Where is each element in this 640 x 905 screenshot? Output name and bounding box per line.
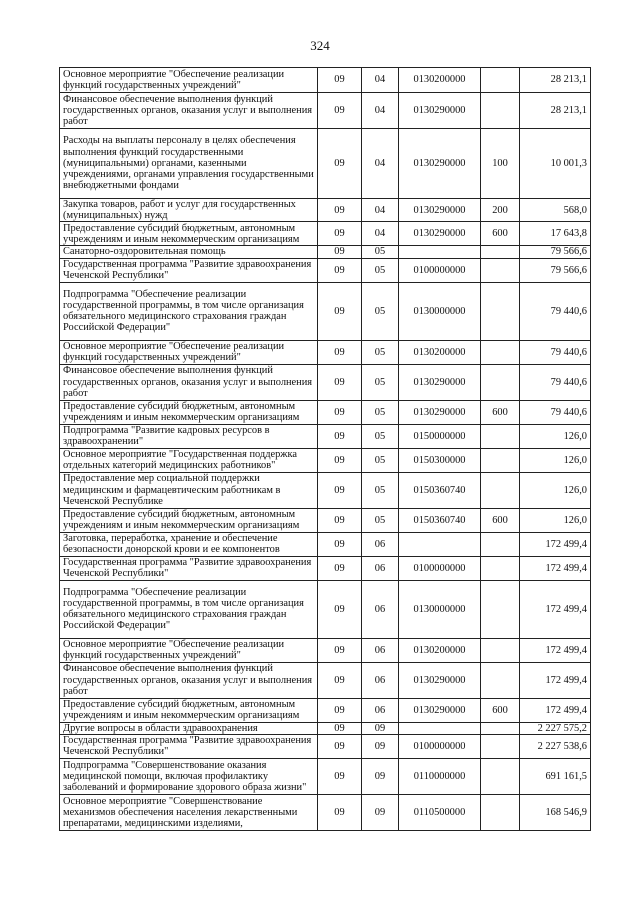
item-name: Основное мероприятие "Обеспечение реализации функций государственных учреждений" [60,340,318,364]
target-article-code: 0150360740 [399,472,481,508]
table-row [60,424,591,448]
subsection-code: 05 [362,364,399,400]
page-number: 324 [310,38,330,53]
target-article-code: 0130290000 [399,93,481,129]
item-name: Государственная программа "Развитие здравоохранения Чеченской Республики" [60,734,318,758]
target-article-code: 0130290000 [399,222,481,246]
amount-value: 568,0 [520,199,591,222]
subsection-code: 05 [362,340,399,364]
table-row [60,580,591,638]
subsection-code: 05 [362,400,399,424]
table-row [60,282,591,340]
table-row [60,68,591,93]
subsection-code: 05 [362,472,399,508]
table-row [60,556,591,580]
table-row [60,129,591,199]
section-code: 09 [318,93,362,129]
target-article-code: 0130290000 [399,129,481,199]
item-name: Подпрограмма "Обеспечение реализации государственной программы, в том числе организация обязательного медицинского страхования граждан Российской Федерации" [60,282,318,340]
amount-value: 172 499,4 [520,580,591,638]
table-row [60,448,591,472]
section-code: 09 [318,508,362,532]
expense-type-code [481,258,520,282]
section-code: 09 [318,580,362,638]
target-article-code [399,722,481,734]
amount-value: 79 440,6 [520,364,591,400]
expense-type-code [481,364,520,400]
target-article-code: 0130000000 [399,282,481,340]
amount-value: 172 499,4 [520,698,591,722]
table-row [60,199,591,222]
item-name: Основное мероприятие "Совершенствование механизмов обеспечения населения лекарственными препаратами, медицинскими изделиями, [60,794,318,830]
expense-type-code [481,340,520,364]
item-name: Другие вопросы в области здравоохранения [60,722,318,734]
section-code: 09 [318,532,362,556]
item-name: Основное мероприятие "Обеспечение реализации функций государственных учреждений" [60,68,318,93]
subsection-code: 05 [362,282,399,340]
amount-value: 2 227 538,6 [520,734,591,758]
expense-type-code [481,662,520,698]
section-code: 09 [318,364,362,400]
section-code: 09 [318,758,362,794]
amount-value: 28 213,1 [520,93,591,129]
subsection-code: 04 [362,93,399,129]
table-row [60,400,591,424]
table-row [60,340,591,364]
section-code: 09 [318,199,362,222]
item-name: Финансовое обеспечение выполнения функций государственных органов, оказания услуг и выполнения работ [60,662,318,698]
amount-value: 79 566,6 [520,246,591,258]
section-code: 09 [318,68,362,93]
item-name: Основное мероприятие "Обеспечение реализации функций государственных учреждений" [60,638,318,662]
expense-type-code [481,472,520,508]
section-code: 09 [318,638,362,662]
item-name: Государственная программа "Развитие здравоохранения Чеченской Республики" [60,556,318,580]
section-code: 09 [318,246,362,258]
section-code: 09 [318,400,362,424]
table-row [60,698,591,722]
target-article-code: 0130290000 [399,199,481,222]
subsection-code: 09 [362,758,399,794]
expense-type-code [481,580,520,638]
target-article-code [399,532,481,556]
subsection-code: 06 [362,638,399,662]
amount-value: 691 161,5 [520,758,591,794]
subsection-code: 09 [362,722,399,734]
expense-type-code [481,246,520,258]
target-article-code: 0130290000 [399,698,481,722]
item-name: Подпрограмма "Обеспечение реализации государственной программы, в том числе организация обязательного медицинского страхования граждан Российской Федерации" [60,580,318,638]
expense-type-code: 600 [481,400,520,424]
section-code: 09 [318,472,362,508]
expense-type-code [481,68,520,93]
section-code: 09 [318,556,362,580]
subsection-code: 09 [362,734,399,758]
item-name: Подпрограмма "Развитие кадровых ресурсов в здравоохранении" [60,424,318,448]
item-name: Финансовое обеспечение выполнения функций государственных органов, оказания услуг и выполнения работ [60,364,318,400]
section-code: 09 [318,662,362,698]
amount-value: 172 499,4 [520,556,591,580]
expense-type-code [481,794,520,830]
section-code: 09 [318,734,362,758]
amount-value: 79 440,6 [520,282,591,340]
target-article-code: 0100000000 [399,556,481,580]
budget-table-body [60,68,591,831]
target-article-code: 0130290000 [399,400,481,424]
target-article-code: 0110500000 [399,794,481,830]
target-article-code: 0130000000 [399,580,481,638]
item-name: Предоставление субсидий бюджетным, автономным учреждениям и иным некоммерческим организациям [60,508,318,532]
table-row [60,258,591,282]
subsection-code: 05 [362,448,399,472]
amount-value: 17 643,8 [520,222,591,246]
section-code: 09 [318,222,362,246]
subsection-code: 05 [362,258,399,282]
table-row [60,758,591,794]
section-code: 09 [318,794,362,830]
item-name: Предоставление субсидий бюджетным, автономным учреждениям и иным некоммерческим организациям [60,400,318,424]
table-row [60,722,591,734]
subsection-code: 05 [362,508,399,532]
item-name: Финансовое обеспечение выполнения функций государственных органов, оказания услуг и выполнения работ [60,93,318,129]
item-name: Санаторно-оздоровительная помощь [60,246,318,258]
table-row [60,734,591,758]
amount-value: 172 499,4 [520,532,591,556]
expense-type-code [481,556,520,580]
amount-value: 172 499,4 [520,662,591,698]
table-row [60,508,591,532]
subsection-code: 05 [362,424,399,448]
target-article-code: 0130200000 [399,340,481,364]
amount-value: 79 440,6 [520,400,591,424]
target-article-code: 0100000000 [399,258,481,282]
section-code: 09 [318,340,362,364]
section-code: 09 [318,258,362,282]
expense-type-code: 200 [481,199,520,222]
expense-type-code [481,722,520,734]
target-article-code: 0130290000 [399,364,481,400]
subsection-code: 04 [362,199,399,222]
amount-value: 126,0 [520,424,591,448]
expense-type-code [481,93,520,129]
table-row [60,794,591,830]
table-row [60,246,591,258]
subsection-code: 06 [362,698,399,722]
amount-value: 79 440,6 [520,340,591,364]
subsection-code: 04 [362,68,399,93]
section-code: 09 [318,282,362,340]
subsection-code: 05 [362,246,399,258]
subsection-code: 09 [362,794,399,830]
item-name: Предоставление субсидий бюджетным, автономным учреждениям и иным некоммерческим организациям [60,222,318,246]
amount-value: 79 566,6 [520,258,591,282]
subsection-code: 06 [362,556,399,580]
target-article-code: 0130290000 [399,662,481,698]
item-name: Государственная программа "Развитие здравоохранения Чеченской Республики" [60,258,318,282]
amount-value: 10 001,3 [520,129,591,199]
subsection-code: 04 [362,222,399,246]
section-code: 09 [318,698,362,722]
target-article-code: 0150360740 [399,508,481,532]
amount-value: 168 546,9 [520,794,591,830]
section-code: 09 [318,448,362,472]
item-name: Предоставление мер социальной поддержки медицинским и фармацевтическим работникам в Чеченской Республике [60,472,318,508]
expense-type-code [481,734,520,758]
budget-table [59,67,591,831]
table-row [60,532,591,556]
item-name: Предоставление субсидий бюджетным, автономным учреждениям и иным некоммерческим организациям [60,698,318,722]
item-name: Основное мероприятие "Государственная поддержка отдельных категорий медицинских работников" [60,448,318,472]
table-row [60,93,591,129]
amount-value: 172 499,4 [520,638,591,662]
target-article-code: 0100000000 [399,734,481,758]
target-article-code: 0150000000 [399,424,481,448]
subsection-code: 06 [362,662,399,698]
section-code: 09 [318,129,362,199]
expense-type-code [481,282,520,340]
subsection-code: 06 [362,580,399,638]
expense-type-code: 600 [481,222,520,246]
item-name: Расходы на выплаты персоналу в целях обеспечения выполнения функций государственными (муниципальными) органами, казенными учреждениями, органами управления государственными внебюджетными фондами [60,129,318,199]
amount-value: 2 227 575,2 [520,722,591,734]
table-row [60,662,591,698]
section-code: 09 [318,424,362,448]
subsection-code: 04 [362,129,399,199]
expense-type-code: 600 [481,698,520,722]
expense-type-code [481,638,520,662]
table-row [60,472,591,508]
item-name: Заготовка, переработка, хранение и обеспечение безопасности донорской крови и ее компонентов [60,532,318,556]
subsection-code: 06 [362,532,399,556]
amount-value: 126,0 [520,508,591,532]
expense-type-code [481,448,520,472]
target-article-code: 0130200000 [399,638,481,662]
item-name: Подпрограмма "Совершенствование оказания медицинской помощи, включая профилактику заболеваний и формирование здорового образа жизни" [60,758,318,794]
expense-type-code [481,424,520,448]
item-name: Закупка товаров, работ и услуг для государственных (муниципальных) нужд [60,199,318,222]
table-row [60,222,591,246]
amount-value: 28 213,1 [520,68,591,93]
table-row [60,364,591,400]
target-article-code: 0150300000 [399,448,481,472]
expense-type-code: 600 [481,508,520,532]
amount-value: 126,0 [520,472,591,508]
target-article-code: 0110000000 [399,758,481,794]
section-code: 09 [318,722,362,734]
table-row [60,638,591,662]
target-article-code [399,246,481,258]
expense-type-code: 100 [481,129,520,199]
expense-type-code [481,532,520,556]
target-article-code: 0130200000 [399,68,481,93]
expense-type-code [481,758,520,794]
amount-value: 126,0 [520,448,591,472]
